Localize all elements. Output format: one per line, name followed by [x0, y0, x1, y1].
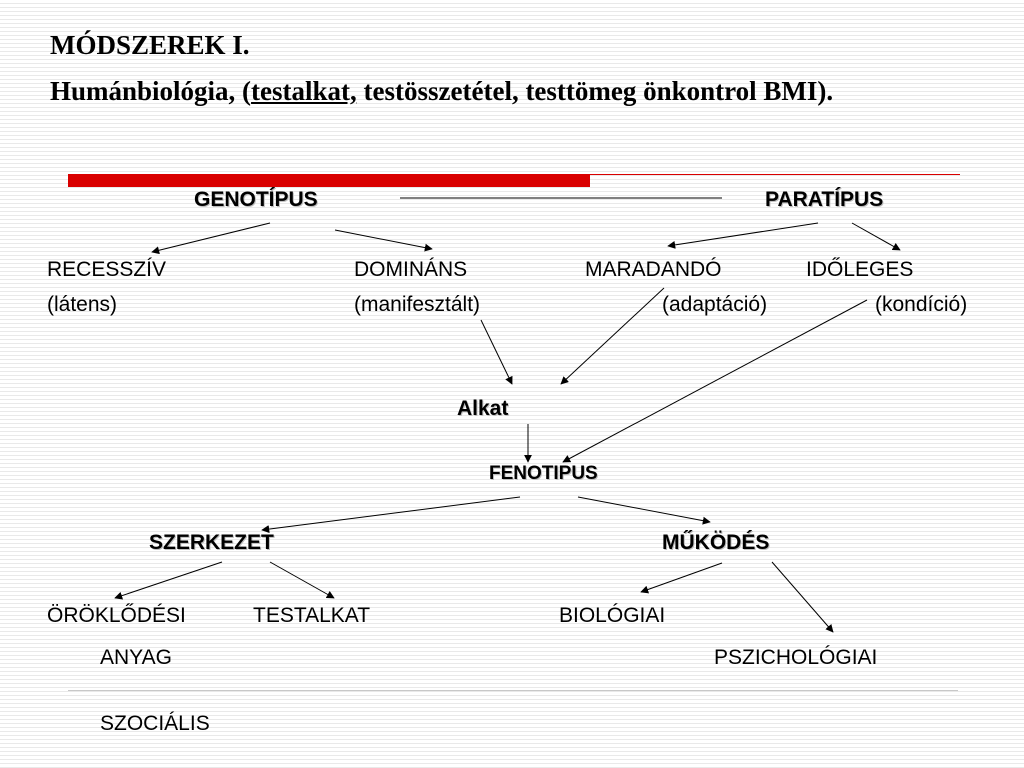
node-manifesztalt: (manifesztált) — [354, 293, 481, 316]
node-paratipus: PARATÍPUS — [765, 188, 884, 211]
arrow-genotipus-recessziv — [152, 223, 270, 252]
subtitle-underlined: testalkat, — [251, 76, 357, 106]
node-mukodes: MŰKÖDÉS — [662, 531, 770, 554]
slide-title: MÓDSZEREK I. — [50, 30, 250, 60]
node-oroklodesi: ÖRÖKLŐDÉSI — [47, 604, 186, 627]
node-kondicio: (kondíció) — [875, 293, 968, 316]
node-anyag: ANYAG — [100, 646, 172, 669]
node-recessziv: RECESSZÍV — [47, 258, 167, 281]
arrow-paratipus-idoleges — [852, 223, 900, 250]
arrow-dominans-alkat — [481, 320, 512, 384]
node-szerkezet: SZERKEZET — [149, 531, 274, 554]
node-biologiai: BIOLÓGIAI — [559, 604, 666, 627]
arrow-maradando-alkat — [561, 288, 664, 384]
arrow-szerkezet-testalkat — [270, 562, 334, 598]
arrow-paratipus-maradando — [668, 223, 818, 246]
subtitle-before: Humánbiológia, ( — [50, 76, 252, 106]
node-dominans: DOMINÁNS — [354, 258, 468, 281]
node-maradando: MARADANDÓ — [585, 258, 722, 281]
node-genotipus: GENOTÍPUS — [194, 188, 318, 211]
arrow-fenotipus-szerkezet — [262, 497, 520, 530]
arrow-mukodes-pszichologiai — [772, 562, 833, 632]
node-adaptacio: (adaptáció) — [662, 293, 768, 316]
node-fenotipus: FENOTIPUS — [489, 463, 598, 484]
subtitle-after: testösszetétel, testtömeg önkontrol BMI). — [356, 76, 834, 106]
node-latens: (látens) — [47, 293, 118, 316]
arrow-genotipus-dominans — [335, 230, 432, 249]
node-pszichologiai: PSZICHOLÓGIAI — [714, 646, 878, 669]
node-testalkat: TESTALKAT — [253, 604, 371, 627]
node-idoleges: IDŐLEGES — [806, 258, 914, 281]
node-szocialis: SZOCIÁLIS — [100, 712, 210, 735]
arrow-szerkezet-oroklodesi — [115, 562, 222, 598]
bottom-divider — [68, 690, 958, 691]
node-alkat: Alkat — [457, 397, 509, 420]
arrow-mukodes-biologiai — [641, 563, 722, 592]
arrow-idoleges-fenotipus — [563, 300, 867, 462]
arrow-fenotipus-mukodes — [578, 497, 710, 522]
